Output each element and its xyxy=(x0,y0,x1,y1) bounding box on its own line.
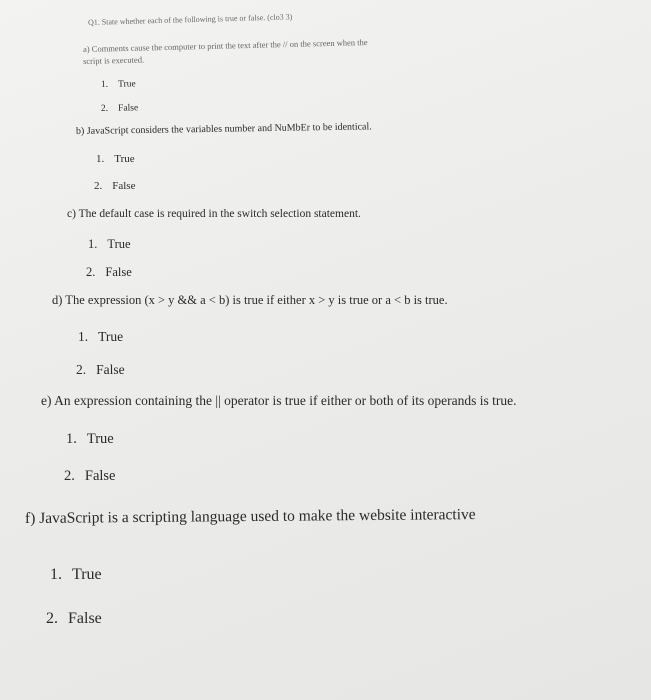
question-c-option-2[interactable] xyxy=(86,265,132,280)
option-number: 1. xyxy=(100,79,109,90)
option-label: False xyxy=(118,103,139,114)
option-label: False xyxy=(68,610,102,627)
option-number: 2. xyxy=(64,468,75,484)
question-b-option-2[interactable] xyxy=(94,180,135,192)
option-number: 2. xyxy=(76,362,87,377)
option-label: False xyxy=(105,265,132,279)
question-a-text-line1: a) Comments cause the computer to print the text after the // on the screen when the xyxy=(82,37,368,54)
option-number: 2. xyxy=(86,265,96,279)
question-b-text: b) JavaScript considers the variables number and NuMbEr to be identical. xyxy=(75,121,372,137)
option-number: 2. xyxy=(46,610,58,627)
option-label: True xyxy=(98,329,124,344)
question-e-text: e) An expression containing the || operator is true if either or both of its operands is true. xyxy=(41,393,517,408)
question-f-option-2[interactable] xyxy=(46,610,102,628)
option-number: 1. xyxy=(66,431,77,447)
option-label: True xyxy=(86,431,114,447)
question-f-option-1[interactable] xyxy=(50,566,102,584)
question-b-option-1[interactable] xyxy=(96,153,135,165)
option-label: True xyxy=(107,237,131,251)
question-e-option-1[interactable] xyxy=(66,431,114,448)
question-a-option-1[interactable] xyxy=(101,79,136,90)
option-label: True xyxy=(114,153,135,165)
option-number: 1. xyxy=(78,329,89,344)
option-number: 1. xyxy=(96,153,105,165)
question-d-text: d) The expression (x > y && a < b) is true if either x > y is true or a < b is true. xyxy=(52,293,448,307)
option-label: False xyxy=(84,468,116,484)
option-label: False xyxy=(112,180,136,192)
question-a-text-line2: script is executed. xyxy=(82,54,145,66)
question-c-option-1[interactable] xyxy=(88,237,131,252)
question-a-option-2[interactable] xyxy=(101,103,138,114)
question-c-text: c) The default case is required in the switch selection statement. xyxy=(67,208,361,220)
option-number: 2. xyxy=(94,180,103,192)
option-label: True xyxy=(118,79,136,90)
question-intro: Q1. State whether each of the following is true or false. (clo3 3) xyxy=(87,12,293,27)
question-d-option-2[interactable] xyxy=(76,362,125,378)
question-f-text: f) JavaScript is a scripting language used to make the website interactive xyxy=(24,506,476,527)
option-label: True xyxy=(72,566,102,583)
option-number: 2. xyxy=(100,103,109,114)
question-d-option-1[interactable] xyxy=(78,329,123,345)
option-number: 1. xyxy=(88,237,98,251)
option-label: False xyxy=(96,362,125,377)
option-number: 1. xyxy=(50,566,62,583)
question-e-option-2[interactable] xyxy=(64,468,115,485)
